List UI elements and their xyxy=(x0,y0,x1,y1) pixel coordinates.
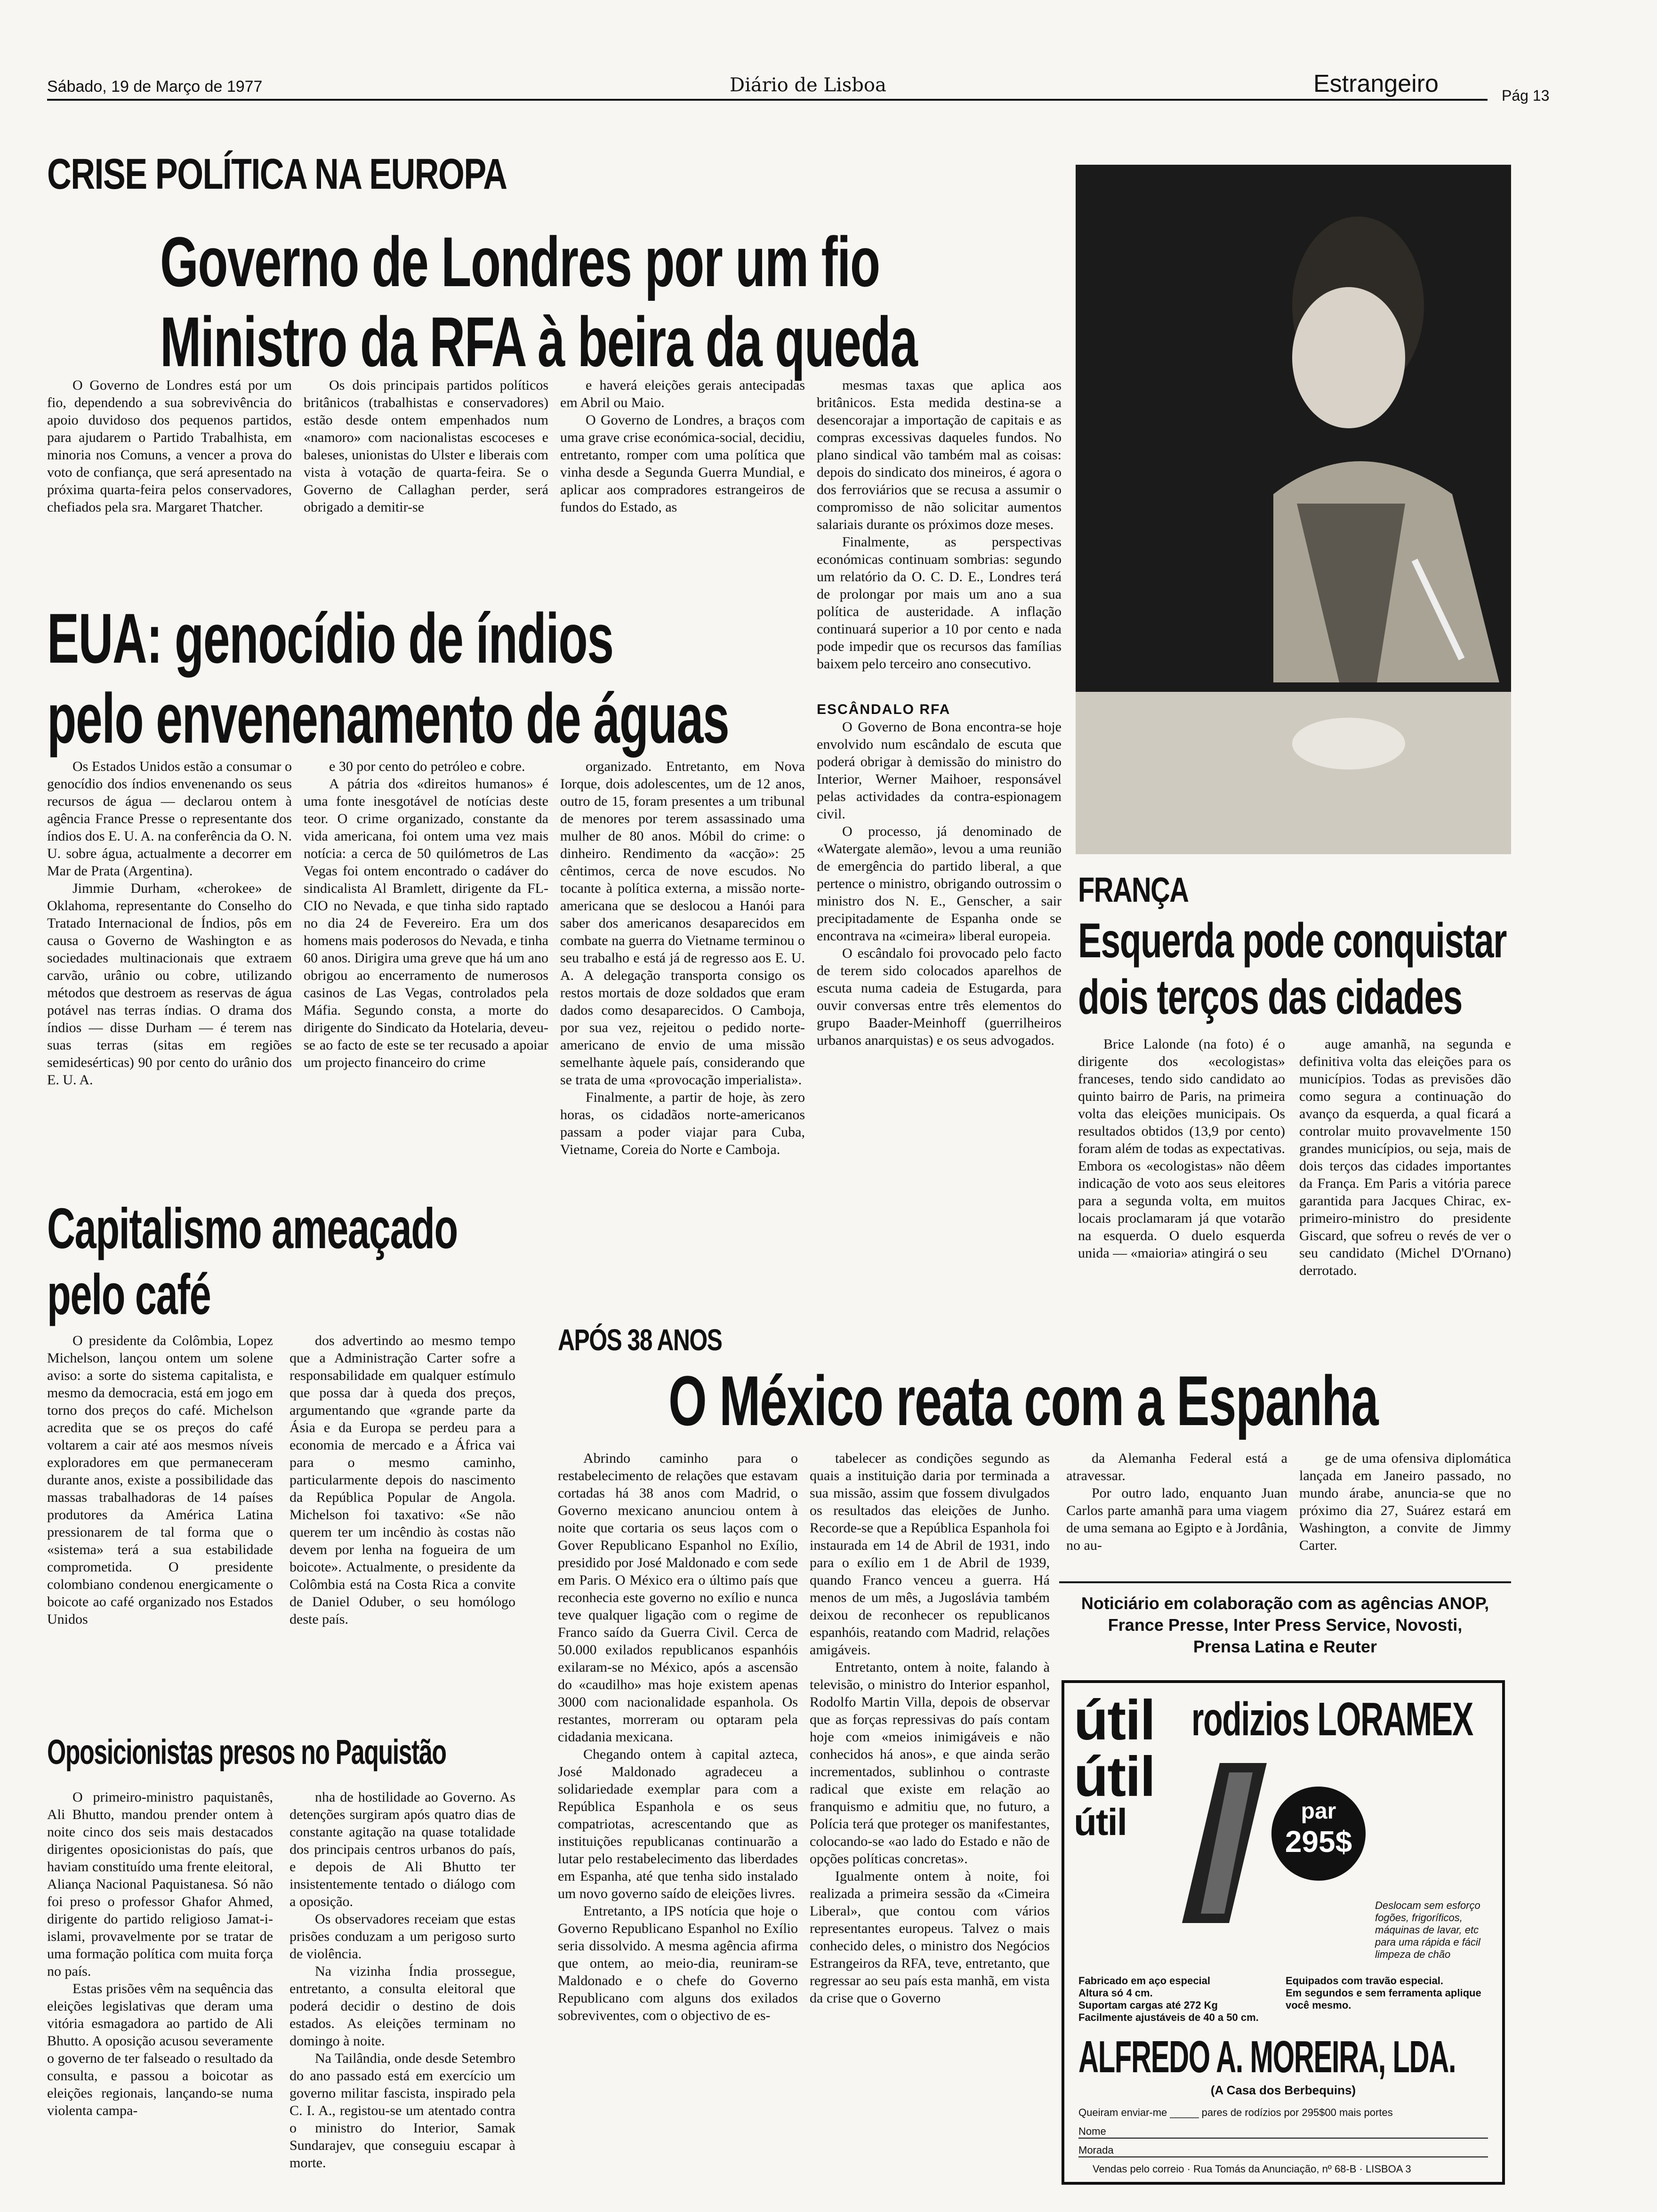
france-kicker: FRANÇA xyxy=(1078,870,1189,909)
ad-rollers-illustration xyxy=(1173,1754,1286,1932)
masthead-paper: Diário de Lisboa xyxy=(730,74,886,96)
agencies-line-1: Noticiário em colaboração com as agências ANOP, xyxy=(1081,1594,1489,1613)
photo-illustration xyxy=(1076,165,1511,854)
france-headline-2: dois terços das cidades xyxy=(1078,970,1462,1025)
ad-util-3: útil xyxy=(1074,1801,1126,1843)
usa-col-2: e 30 por cento do petróleo e cobre. A pátria dos «direitos humanos» é uma fonte inesgotável de notícias deste teor. O crime organizado, constante da vida americana, foi ontem uma vez mais notícia: a cerca de 50 quilómetros de Las Vegas foi ontem encontrado o cadáver do sindicalista Al Bramlett, dirigente da FL-CIO no Nevada, e que tinha sido raptado no dia 24 de Fevereiro. Era um dos homens mais poderosos do Nevada, e tinha 60 anos. Dirigira uma greve que há um ano obrigou ao encerramento de numerosos casinos de Las Vegas, controlados pela Máfia. Segundo consta, a morte do dirigente do Sindicato da Hotelaria, deveu-se ao facto de este se ter recusado a apoiar um projecto financeiro do crime xyxy=(304,759,548,1070)
uk-col-4: mesmas taxas que aplica aos britânicos. Esta medida destina-se a desencorajar a importação de capitais e as compras excessivas daqueles fundos. No plano sindical vão também mal as coisas: depois do sindicato dos mineiros, é agora o dos ferroviários que se recusa a assumir o compromisso de não solicitar aumentos salariais durante os próximos doze meses. Finalmente, as perspectivas económicas continuam sombrias: segundo um relatório da O. C. D. E., Londres terá de prolongar por mais um ano a sua política de austeridade. A inflação continuará superior a 10 por cento e nada pode impedir que os recursos das famílias baixem pelo terceiro ano consecutivo. ESCÂNDALO RFA O Governo de Bona encontra-se hoje envolvido num escândalo de escuta que poderá obrigar à demissão do ministro do Interior, Werner Maihoer, responsável pelas actividades da contra-espionagem civil. O processo, já denominado de «Watergate alemão», levou a uma reunião de emergência do partido liberal, a que pertence o ministro, obrigando outrossim o ministro dos N. E., Genscher, a sair precipitadamente de Espanha onde se encontrava na «cimeira» liberal europeia. O escândalo foi provocado pelo facto de terem sido colocados aparelhos de escuta numa cadeia de Estugarda, para ouvir conversas entre três elementos do grupo Baader-Meinhoff (guerrilheiros urbanos anarquistas) e os seus advogados. xyxy=(817,377,1062,1048)
mexico-kicker: APÓS 38 ANOS xyxy=(558,1323,722,1357)
uk-col-2: Os dois principais partidos políticos britânicos (trabalhistas e conservadores) estão desde ontem empenhados num «namoro» com nacionalistas escoceses e baleses, unionistas do Ulster e liberais com vista à votação de quarta-feira. Se o Governo de Callaghan perder, será obrigado a demitir-se xyxy=(304,377,548,515)
mexico-headline: O México reata com a Espanha xyxy=(668,1361,1378,1440)
france-headline-1: Esquerda pode conquistar xyxy=(1078,914,1506,968)
ad-name-field[interactable] xyxy=(1078,2125,1488,2139)
ad-price: 295$ xyxy=(1285,1825,1352,1859)
ad-brand: rodizios LORAMEX xyxy=(1191,1693,1473,1746)
agencies-box xyxy=(1059,1581,1511,1663)
ad-tagline: Deslocam sem esforço fogões, frigoríficos, máquinas de lavar, etc para uma rápida e fácil limpeza de chão xyxy=(1375,1899,1480,1960)
masthead-date: Sábado, 19 de Março de 1977 xyxy=(47,78,263,96)
usa-col-1: Os Estados Unidos estão a consumar o genocídio dos índios envenenando os seus recursos de água — declarou ontem à agência France Presse o representante dos índios dos E. U. A. na conferência da O. N. U. sobre água, actualmente a decorrer em Mar de Prata (Argentina). Jimmie Durham, «cherokee» de Oklahoma, representante do Conselho do Tratado Internacional de Índios, pôs em causa o Governo de Washington e as sociedades multinacionais que extraem carvão, urânio ou cobre, utilizando métodos que destroem as reservas de água potável nas terras índias. O drama dos índios — disse Durham — é terem nas suas terras (sitas em regiões semidesérticas) 90 por cento do urânio dos E. U. A. xyxy=(47,759,292,1088)
ad-util-2: útil xyxy=(1074,1745,1155,1808)
loramex-ad xyxy=(1062,1680,1505,2185)
ad-company-sub: (A Casa dos Berbequins) xyxy=(1210,2083,1356,2097)
usa-headline-2: pelo envenenamento de águas xyxy=(47,679,729,758)
escandalo-subhead: ESCÂNDALO RFA xyxy=(817,702,951,717)
pakistan-col-1: O primeiro-ministro paquistanês, Ali Bhutto, mandou prender ontem à noite cinco dos seis mais destacados dirigentes oposicionistas do país, que haviam constituído uma frente eleitoral, Aliança Nacional Paquistanesa. Só não foi preso o professor Ghafor Ahmed, dirigente do partido religioso Jamat-i-islami, provavelmente por se tratar de uma formação política com muita força no país. Estas prisões vêm na sequência das eleições legislativas que deram uma vitória esmagadora ao partido de Ali Bhutto. A oposição acusou severamente o governo de ter falseado o resultado da consulta, e passou a boicotar as eleições regionais, lançando-se numa violenta campa- xyxy=(47,1789,273,2118)
ad-feature-4: Facilmente ajustáveis de 40 a 50 cm. xyxy=(1078,2012,1259,2023)
pakistan-col-2: nha de hostilidade ao Governo. As detenções surgiram após quatro dias de constante agitação na quase totalidade dos principais centros urbanos do país, e depois de Ali Bhutto ter insistentemente tentado o diálogo com a oposição. Os observadores receiam que estas prisões conduzam a um perigoso surto de violência. Na vizinha Índia prossegue, entretanto, a consulta eleitoral que poderá decidir o destino de dois estados. As eleições terminam no domingo à noite. Na Tailândia, onde desde Setembro do ano passado está em exercício um governo militar fascista, inspirado pela C. I. A., registou-se um atentado contra o ministro do Interior, Samak Sundarajev, que conseguiu escapar à morte. xyxy=(290,1789,515,2171)
france-col-2: auge amanhã, na segunda e definitiva volta das eleições para os municípios. Todas as previsões dão como segura a continuação do avanço da esquerda, a qual ficará a controlar muito provavelmente 150 grandes municípios, ou seja, mais de dois terços das cidades importantes da França. Em Paris a vitória parece garantida para Jacques Chirac, ex-primeiro-ministro do presidente Giscard, que sofreu o revés de ver o seu candidato (Michel D'Ornano) derrotado. xyxy=(1299,1036,1511,1278)
masthead-section: Estrangeiro xyxy=(1313,70,1439,97)
ad-address-label: Morada xyxy=(1078,2144,1114,2156)
ad-feature-2: Altura só 4 cm. xyxy=(1078,1987,1153,1999)
ad-feature-6: Em segundos e sem ferramenta aplique você mesmo. xyxy=(1286,1987,1481,2011)
ad-company: ALFREDO A. MOREIRA, LDA. xyxy=(1078,2032,1456,2082)
brice-lalonde-photo xyxy=(1076,165,1511,854)
ad-address-field[interactable] xyxy=(1078,2144,1488,2157)
mexico-col-3: da Alemanha Federal está a atravessar. Por outro lado, enquanto Juan Carlos parte amanhã para uma viagem de uma semana ao Egipto e à Jordânia, no au- xyxy=(1066,1451,1287,1553)
ad-feature-5: Equipados com travão especial. xyxy=(1286,1975,1444,1987)
mexico-col-1: Abrindo caminho para o restabelecimento de relações que estavam cortadas há 38 anos com Madrid, o Governo mexicano anunciou ontem à noite que cortaria os seus laços com o Gover Republicano Espanhol no Exílio, presidido por José Maldonado e com sede em Paris. O México era o último país que reconhecia este governo no exílio e nunca teve qualquer ligação com o regime de Franco saído da Guerra Civil. Cerca de 50.000 exilados republicanos espanhóis exilaram-se no México, após a ascensão do «caudilho» mas hoje existem apenas 3000 com nacionalidade espanhola. Os restantes, morreram ou optaram pela cidadania mexicana. Chegando ontem à capital azteca, José Maldonado agradeceu a solidariedade exemplar para com a República Espanhola e os seus compatriotas, acrescentando que as instituições republicanas continuarão a lutar pelo restabelecimento das liberdades em Espanha, até que tenha sido instalado um novo governo saído de eleições livres. Entretanto, a IPS notícia que hoje o Governo Republicano Espanhol no Exílio seria dissolvido. A mesma agência afirma que ontem, ao meio-dia, reuniram-se Maldonado e o chefe do Governo Republicano com alguns dos exilados sobreviventes, com o objectivo de es- xyxy=(558,1451,798,2023)
agencies-line-2: France Presse, Inter Press Service, Novosti, xyxy=(1108,1615,1463,1635)
mexico-col-4: ge de uma ofensiva diplomática lançada em Janeiro passado, no mundo árabe, anuncia-se que no próximo dia 27, Suárez estará em Washington, a convite de Jimmy Carter. xyxy=(1299,1451,1511,1553)
ad-name-label: Nome xyxy=(1078,2125,1106,2137)
agencies-line-3: Prensa Latina e Reuter xyxy=(1193,1637,1377,1656)
ad-feature-3: Suportam cargas até 272 Kg xyxy=(1078,1999,1218,2011)
ad-features-left xyxy=(1078,1975,1276,2024)
coffee-headline-2: pelo café xyxy=(47,1262,211,1326)
uk-col-1: O Governo de Londres está por um fio, dependendo a sua sobrevivência do apoio duvidoso dos pequenos partidos, para ajudarem o Partido Trabalhista, em minoria nos Comuns, a vencer a prova do voto de confiança, que será apresentado na próxima quarta-feira pelos conservadores, chefiados pela sra. Margaret Thatcher. xyxy=(47,377,292,515)
uk-col-3: e haverá eleições gerais antecipadas em Abril ou Maio. O Governo de Londres, a braços com uma grave crise económica-social, decidiu, entretanto, romper com uma política que vinha desde a Segunda Guerra Mundial, e aplicar aos compradores estrangeiros de fundos do Estado, as xyxy=(560,377,805,515)
usa-col-3: organizado. Entretanto, em Nova Iorque, dois adolescentes, um de 12 anos, outro de 15, foram presentes a um tribunal de menores por terem assassinado uma mulher de 80 anos. Móbil do crime: o dinheiro. Rendimento da «acção»: 25 cêntimos, cerca de nove escudos. No tocante à política externa, a missão norte-americana que se deslocou a Hanói para saber dos americanos desaparecidos em combate na guerra do Vietname terminou o seu trabalho e está já de regresso aos E. U. A. A delegação transporta consigo os restos mortais de doze soldados que eram dados como desaparecidos. O Camboja, por sua vez, rejeitou o pedido norte-americano de envio de uma missão semelhante àquele país, considerando que se trata de uma «provocação imperialista». Finalmente, a partir de hoje, às zero horas, os cidadãos norte-americanos passam a poder viajar para Cuba, Vietname, Coreia do Norte e Camboja. xyxy=(560,759,805,1157)
ad-par: par xyxy=(1301,1799,1336,1824)
france-col-1: Brice Lalonde (na foto) é o dirigente dos «ecologistas» franceses, tendo sido candidato ao quinto bairro de Paris, na primeira volta das eleições municipais. Os resultados obtidos (13,9 por cento) foram além de todas as expectativas. Embora os «ecologistas» não dêem indicação de voto aos seus eleitores para a segunda volta, em muitos locais proclamaram já que votarão na esquerda. O duelo esquerda unida — «maioria» atingirá o seu xyxy=(1078,1036,1285,1261)
ad-price-circle xyxy=(1271,1787,1366,1881)
coffee-col-2: dos advertindo ao mesmo tempo que a Administração Carter sofre a responsabilidade em qualquer estímulo que possa dar à queda dos preços, argumentando que «grande parte da Ásia e da Europa se perdeu para a economia de mercado e a África vai para o mesmo caminho, particularmente depois do nascimento da República Popular de Angola. Michelson foi taxativo: «Se não querem ter um incêndio às costas não devem por lenha na fogueira de um boicote». Actualmente, o presidente da Colômbia está na Costa Rica a convite de Daniel Oduber, o seu homólogo deste país. xyxy=(290,1333,515,1627)
pakistan-headline: Oposicionistas presos no Paquistão xyxy=(47,1732,446,1771)
uk-kicker: CRISE POLÍTICA NA EUROPA xyxy=(47,150,507,198)
ad-footer: Vendas pelo correio · Rua Tomás da Anunciação, nº 68-B · LISBOA 3 xyxy=(1093,2163,1411,2175)
ad-feature-1: Fabricado em aço especial xyxy=(1078,1975,1211,1987)
coffee-headline-1: Capitalismo ameaçado xyxy=(47,1196,458,1260)
uk-headline-2: Ministro da RFA à beira da queda xyxy=(160,302,917,381)
masthead-rule xyxy=(47,99,1488,101)
mexico-col-2: tabelecer as condições segundo as quais a instituição daria por terminada a sua missão, assim que fossem divulgados os resultados das eleições de Junho. Recorde-se que a República Espanhola foi instaurada em 14 de Abril de 1931, indo para o exílio em 1 de Abril de 1939, quando Franco venceu a guerra. Há menos de um mês, a Jugoslávia também deixou de reconhecer os republicanos espanhóis, reatando com Madrid, relações amigáveis. Entretanto, ontem à noite, falando à televisão, o ministro do Interior espanhol, Rodolfo Martin Villa, depois de observar que as forças repressivas do país contam hoje com «meios inimigáveis e não conhecidos há anos», e que ainda serão incrementados, sublinhou o contraste radical que existe em relação ao franquismo e admitiu que, no futuro, a Polícia terá que proteger os manifestantes, colocando-se «ao lado do Estado e não de opções políticas concretas». Igualmente ontem à noite, foi realizada a primeira sessão da «Cimeira Liberal», que contou com vários representantes europeus. Talvez o mais conhecido deles, o ministro dos Negócios Estrangeiros da RFA, teve, entretanto, que regressar ao seu país esta manhã, em vista da crise que o Governo xyxy=(810,1451,1050,2006)
masthead-page: Pág 13 xyxy=(1502,87,1550,104)
usa-headline-1: EUA: genocídio de índios xyxy=(47,599,613,678)
ad-order-line: Queiram enviar-me _____ pares de rodízios por 295$00 mais portes xyxy=(1078,2107,1393,2118)
coffee-col-1: O presidente da Colômbia, Lopez Michelson, lançou ontem um solene aviso: a sorte do sistema capitalista, e mesmo da democracia, está em jogo em torno dos preços do café. Michelson acredita que se os preços do café voltarem a cair até aos mesmos níveis exploradores em que permaneceram durante anos, existe a possibilidade das massas trabalhadoras de 14 países produtores da América Latina pressionarem de tal forma que o «sistema» terá a sua estabilidade comprometida. O presidente colombiano condenou energicamente o boicote ao café organizado nos Estados Unidos xyxy=(47,1333,273,1627)
ad-features-right xyxy=(1286,1975,1493,2012)
uk-headline-1: Governo de Londres por um fio xyxy=(160,222,880,301)
ad-util-1: útil xyxy=(1074,1689,1155,1752)
